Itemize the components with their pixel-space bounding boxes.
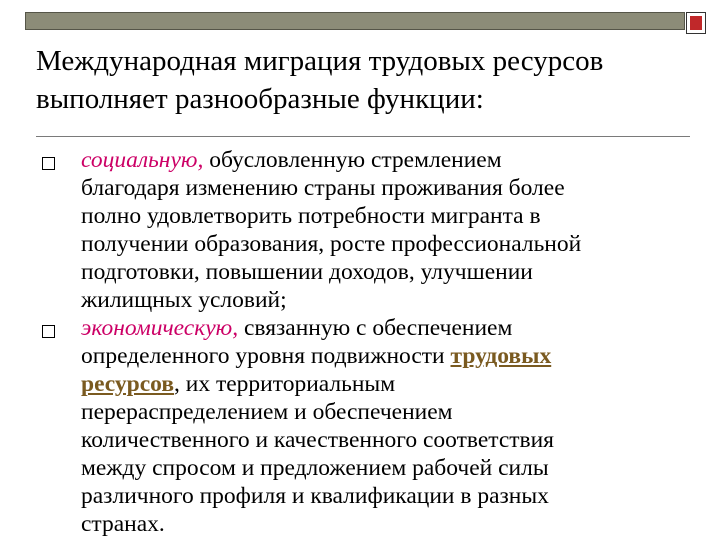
text-line: странах. <box>81 511 165 537</box>
hyperlink-resources[interactable]: ресурсов <box>81 371 175 397</box>
hyperlink-labor[interactable]: трудовых <box>450 343 552 369</box>
text-line <box>81 314 700 342</box>
decorative-corner-square <box>686 12 706 34</box>
hollow-square-icon <box>42 157 55 170</box>
text-line <box>81 342 700 370</box>
bullet-item-economic <box>40 314 700 538</box>
text-segment: обусловленную стремлением <box>203 147 502 173</box>
text-segment: , их территориальным <box>174 371 396 397</box>
text-line <box>81 146 700 174</box>
text-line: количественного и качественного соответствия <box>81 427 554 453</box>
text-line: получении образования, росте профессиональной <box>81 231 582 257</box>
text-line: перераспределением и обеспечением <box>81 399 453 425</box>
keyword-social: социальную, <box>81 147 204 173</box>
hollow-square-icon <box>42 325 55 338</box>
slide-title <box>36 42 696 118</box>
decorative-top-bar <box>25 12 685 30</box>
text-line: полно удовлетворить потребности мигранта в <box>81 203 541 229</box>
keyword-economic: экономическую, <box>81 315 239 341</box>
title-divider <box>36 136 690 137</box>
slide-title-line-2: выполняет разнообразные функции: <box>36 83 484 115</box>
text-line: различного профиля и квалификации в разных <box>81 483 549 509</box>
bullet-item-social <box>40 146 700 314</box>
slide-title-line-1: Международная миграция трудовых ресурсов <box>36 45 604 77</box>
text-line: подготовки, повышении доходов, улучшении <box>81 259 533 285</box>
text-line <box>81 370 700 398</box>
bullet-list <box>40 146 700 538</box>
text-segment: определенного уровня подвижности <box>81 343 451 369</box>
text-line: благодаря изменению страны проживания более <box>81 175 565 201</box>
text-line: между спросом и предложением рабочей силы <box>81 455 549 481</box>
text-line: жилищных условий; <box>81 287 287 313</box>
text-segment: связанную с обеспечением <box>238 315 513 341</box>
